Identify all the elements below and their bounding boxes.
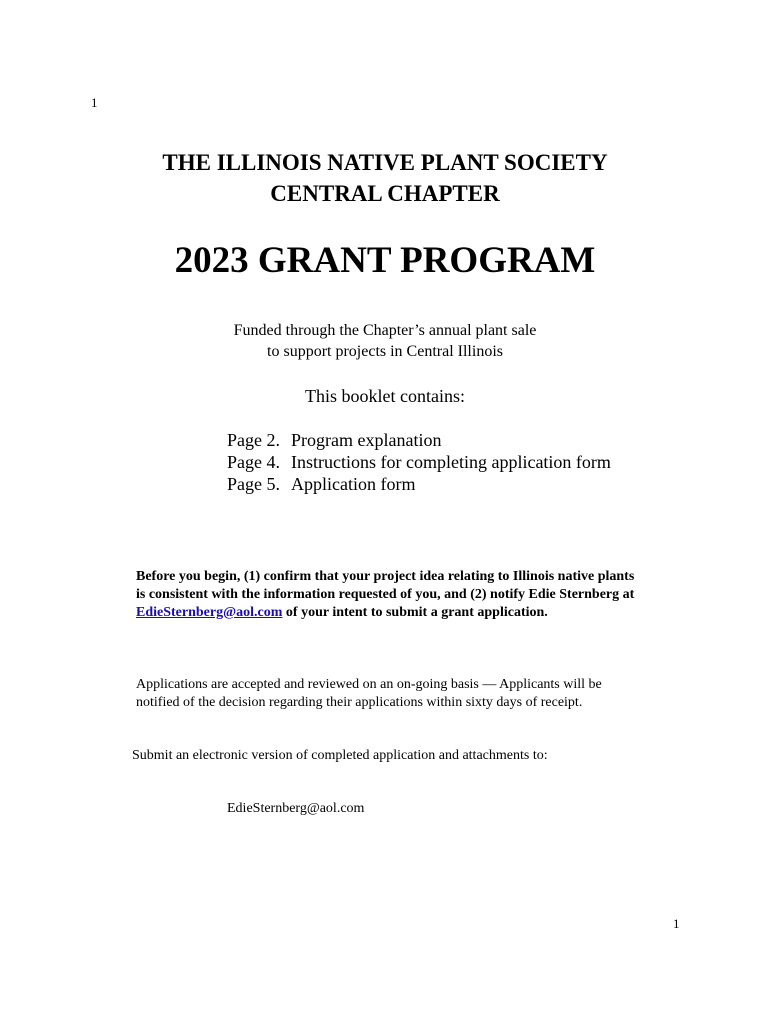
contents-page: Page 5. <box>227 474 280 494</box>
contents-page: Page 4. <box>227 452 280 472</box>
org-name-line1: THE ILLINOIS NATIVE PLANT SOCIETY <box>162 150 608 175</box>
review-paragraph: Applications are accepted and reviewed on an on-going basis — Applicants will be notified of the decision regarding their applications within sixty days of receipt. <box>136 677 602 710</box>
page-number-bottom: 1 <box>673 916 680 931</box>
notice-email-link[interactable]: EdieSternberg@aol.com <box>136 605 283 620</box>
contents-page: Page 2. <box>227 430 280 450</box>
booklet-intro: This booklet contains: <box>305 386 465 406</box>
funding-line2: to support projects in Central Illinois <box>267 343 503 360</box>
page-number-top: 1 <box>91 95 98 110</box>
contents-title: Application form <box>291 474 416 494</box>
contents-item <box>227 429 441 451</box>
program-title: 2023 GRANT PROGRAM <box>174 240 596 281</box>
contents-item <box>227 451 611 473</box>
contents-title: Program explanation <box>291 430 442 450</box>
submit-instruction: Submit an electronic version of completed application and attachments to: <box>132 748 548 763</box>
notice-text-after: of your intent to submit a grant application. <box>282 605 548 620</box>
funding-line1: Funded through the Chapter’s annual plant sale <box>233 322 537 339</box>
submit-email: EdieSternberg@aol.com <box>227 801 365 816</box>
contents-title: Instructions for completing application form <box>291 452 611 472</box>
notice-text-before: Before you begin, (1) confirm that your project idea relating to Illinois native plants is consistent with the information requested of you, and (2) notify Edie Sternberg at <box>136 569 635 602</box>
org-name-line2: CENTRAL CHAPTER <box>270 181 500 206</box>
before-you-begin-notice <box>136 568 636 622</box>
contents-item <box>227 473 415 495</box>
